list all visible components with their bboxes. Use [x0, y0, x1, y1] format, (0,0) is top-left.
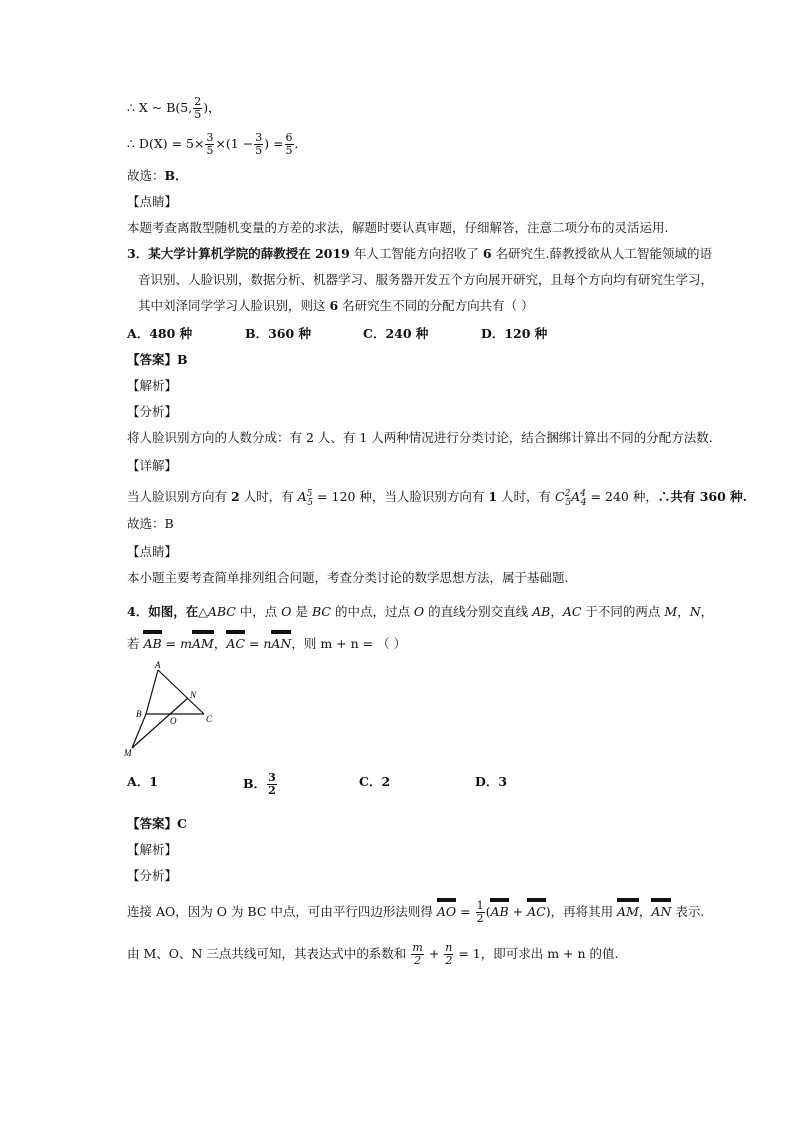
vector-an: AN: [271, 634, 291, 654]
choose-line: 故选：B．: [127, 168, 188, 183]
variance-line: ∴ D(X) = 5× $\frac{3}{5}$ ×(1 − $\frac{3}{5}$ ) = $\frac{6}{5}$ ．: [127, 131, 308, 157]
vector-ac: AC: [226, 634, 245, 654]
vector-ab: AB: [143, 634, 161, 654]
q4-option-a[interactable]: A．1: [127, 774, 158, 789]
q3-choose: 故选：B: [127, 516, 174, 531]
q3-answer: 【答案】B: [127, 352, 188, 367]
label-c: C: [206, 714, 213, 724]
q4-line-1: 4．如图，在△ABC 中，点 O 是 BC 的中点，过点 O 的直线分别交直线 AB，AC 于不同的两点 M，N，: [127, 604, 714, 619]
q4-fenxi-line-2: 由 M、O、N 三点共线可知，其表达式中的系数和 $\frac{m}{2}$ + $\frac{n}{2}$ = 1，即可求出 m + n 的值.: [127, 941, 619, 967]
segment-bm: [132, 714, 146, 748]
binomial-distribution-line: ∴ X ~ B(5, $\frac{2}{5}$ )，: [127, 95, 221, 121]
segment-ac: [158, 670, 204, 714]
q3-option-b[interactable]: B．360 种: [245, 326, 312, 341]
q3-line-3: 其中刘泽同学学习人脸识别，则这 6 名研究生不同的分配方向共有（ ）: [138, 298, 534, 313]
q3-xiangjie-text: 当人脸识别方向有 2 人时，有 $A^5_5 = 120$ 种，当人脸识别方向有 1 人时，有 $C^2_5A^4_4 = 240$ 种，∴共有 360 种.: [127, 489, 747, 508]
label-o: O: [170, 716, 177, 726]
label-m: M: [124, 748, 132, 758]
combination-c25-a44: $C^2_5A^4_4$: [555, 489, 587, 508]
q3-xiangjie-label: 【详解】: [127, 458, 178, 473]
q3-option-a[interactable]: A．480 种: [127, 326, 193, 341]
q3-fenxi-text: 将人脸识别方向的人数分成：有 2 人、有 1 人两种情况进行分类讨论，结合捆绑计算出不同的分配方法数.: [127, 430, 713, 445]
q4-analysis-label: 【解析】: [127, 842, 178, 857]
fraction-2-5: $\frac{2}{5}$: [194, 95, 202, 121]
q4-line-2: 若 AB = mAM，AC = nAN，则 m + n = （ ）: [127, 634, 406, 654]
segment-ab: [146, 670, 158, 714]
dist-prefix: ∴ X ~ B(5,: [127, 100, 193, 115]
triangle-figure: [120, 660, 230, 760]
label-a: A: [155, 660, 161, 670]
label-n: N: [190, 690, 197, 700]
q3-comment-label: 【点睛】: [127, 544, 178, 559]
q4-option-c[interactable]: C．2: [359, 774, 391, 789]
q4-option-d[interactable]: D．3: [475, 774, 508, 789]
q3-comment-text: 本小题主要考查简单排列组合问题，考查分类讨论的数学思想方法，属于基础题.: [127, 570, 569, 585]
label-b: B: [136, 709, 142, 719]
segment-mn: [132, 698, 188, 748]
q3-line-2: 音识别、人脸识别，数据分析、机器学习、服务器开发五个方向展开研究，且每个方向均有研究生学习，: [138, 272, 714, 287]
comment-text: 本题考查离散型随机变量的方差的求法，解题时要认真审题，仔细解答，注意二项分布的灵活运用.: [127, 220, 669, 235]
vector-am: AM: [192, 634, 214, 654]
q4-fenxi-label: 【分析】: [127, 868, 178, 883]
q4-option-b[interactable]: B． $\frac{3}{2}$: [243, 771, 276, 797]
comment-label: 【点睛】: [127, 194, 178, 209]
arrangement-a55: $A^5_5$: [297, 489, 314, 508]
q4-fenxi-line-1: 连接 AO，因为 O 为 BC 中点，可由平行四边形法则得 AO = $\frac{1}{2}$ (AB + AC)，再将其用 AM，AN 表示.: [127, 899, 705, 925]
q3-option-d[interactable]: D．120 种: [481, 326, 548, 341]
q3-line-1: 3．某大学计算机学院的薛教授在 2019 年人工智能方向招收了 6 名研究生.薛教授欲从人工智能领域的语: [127, 246, 712, 261]
q4-answer: 【答案】C: [127, 816, 187, 831]
q3-analysis-label: 【解析】: [127, 378, 178, 393]
q3-option-c[interactable]: C．240 种: [363, 326, 429, 341]
q3-fenxi-label: 【分析】: [127, 404, 178, 419]
